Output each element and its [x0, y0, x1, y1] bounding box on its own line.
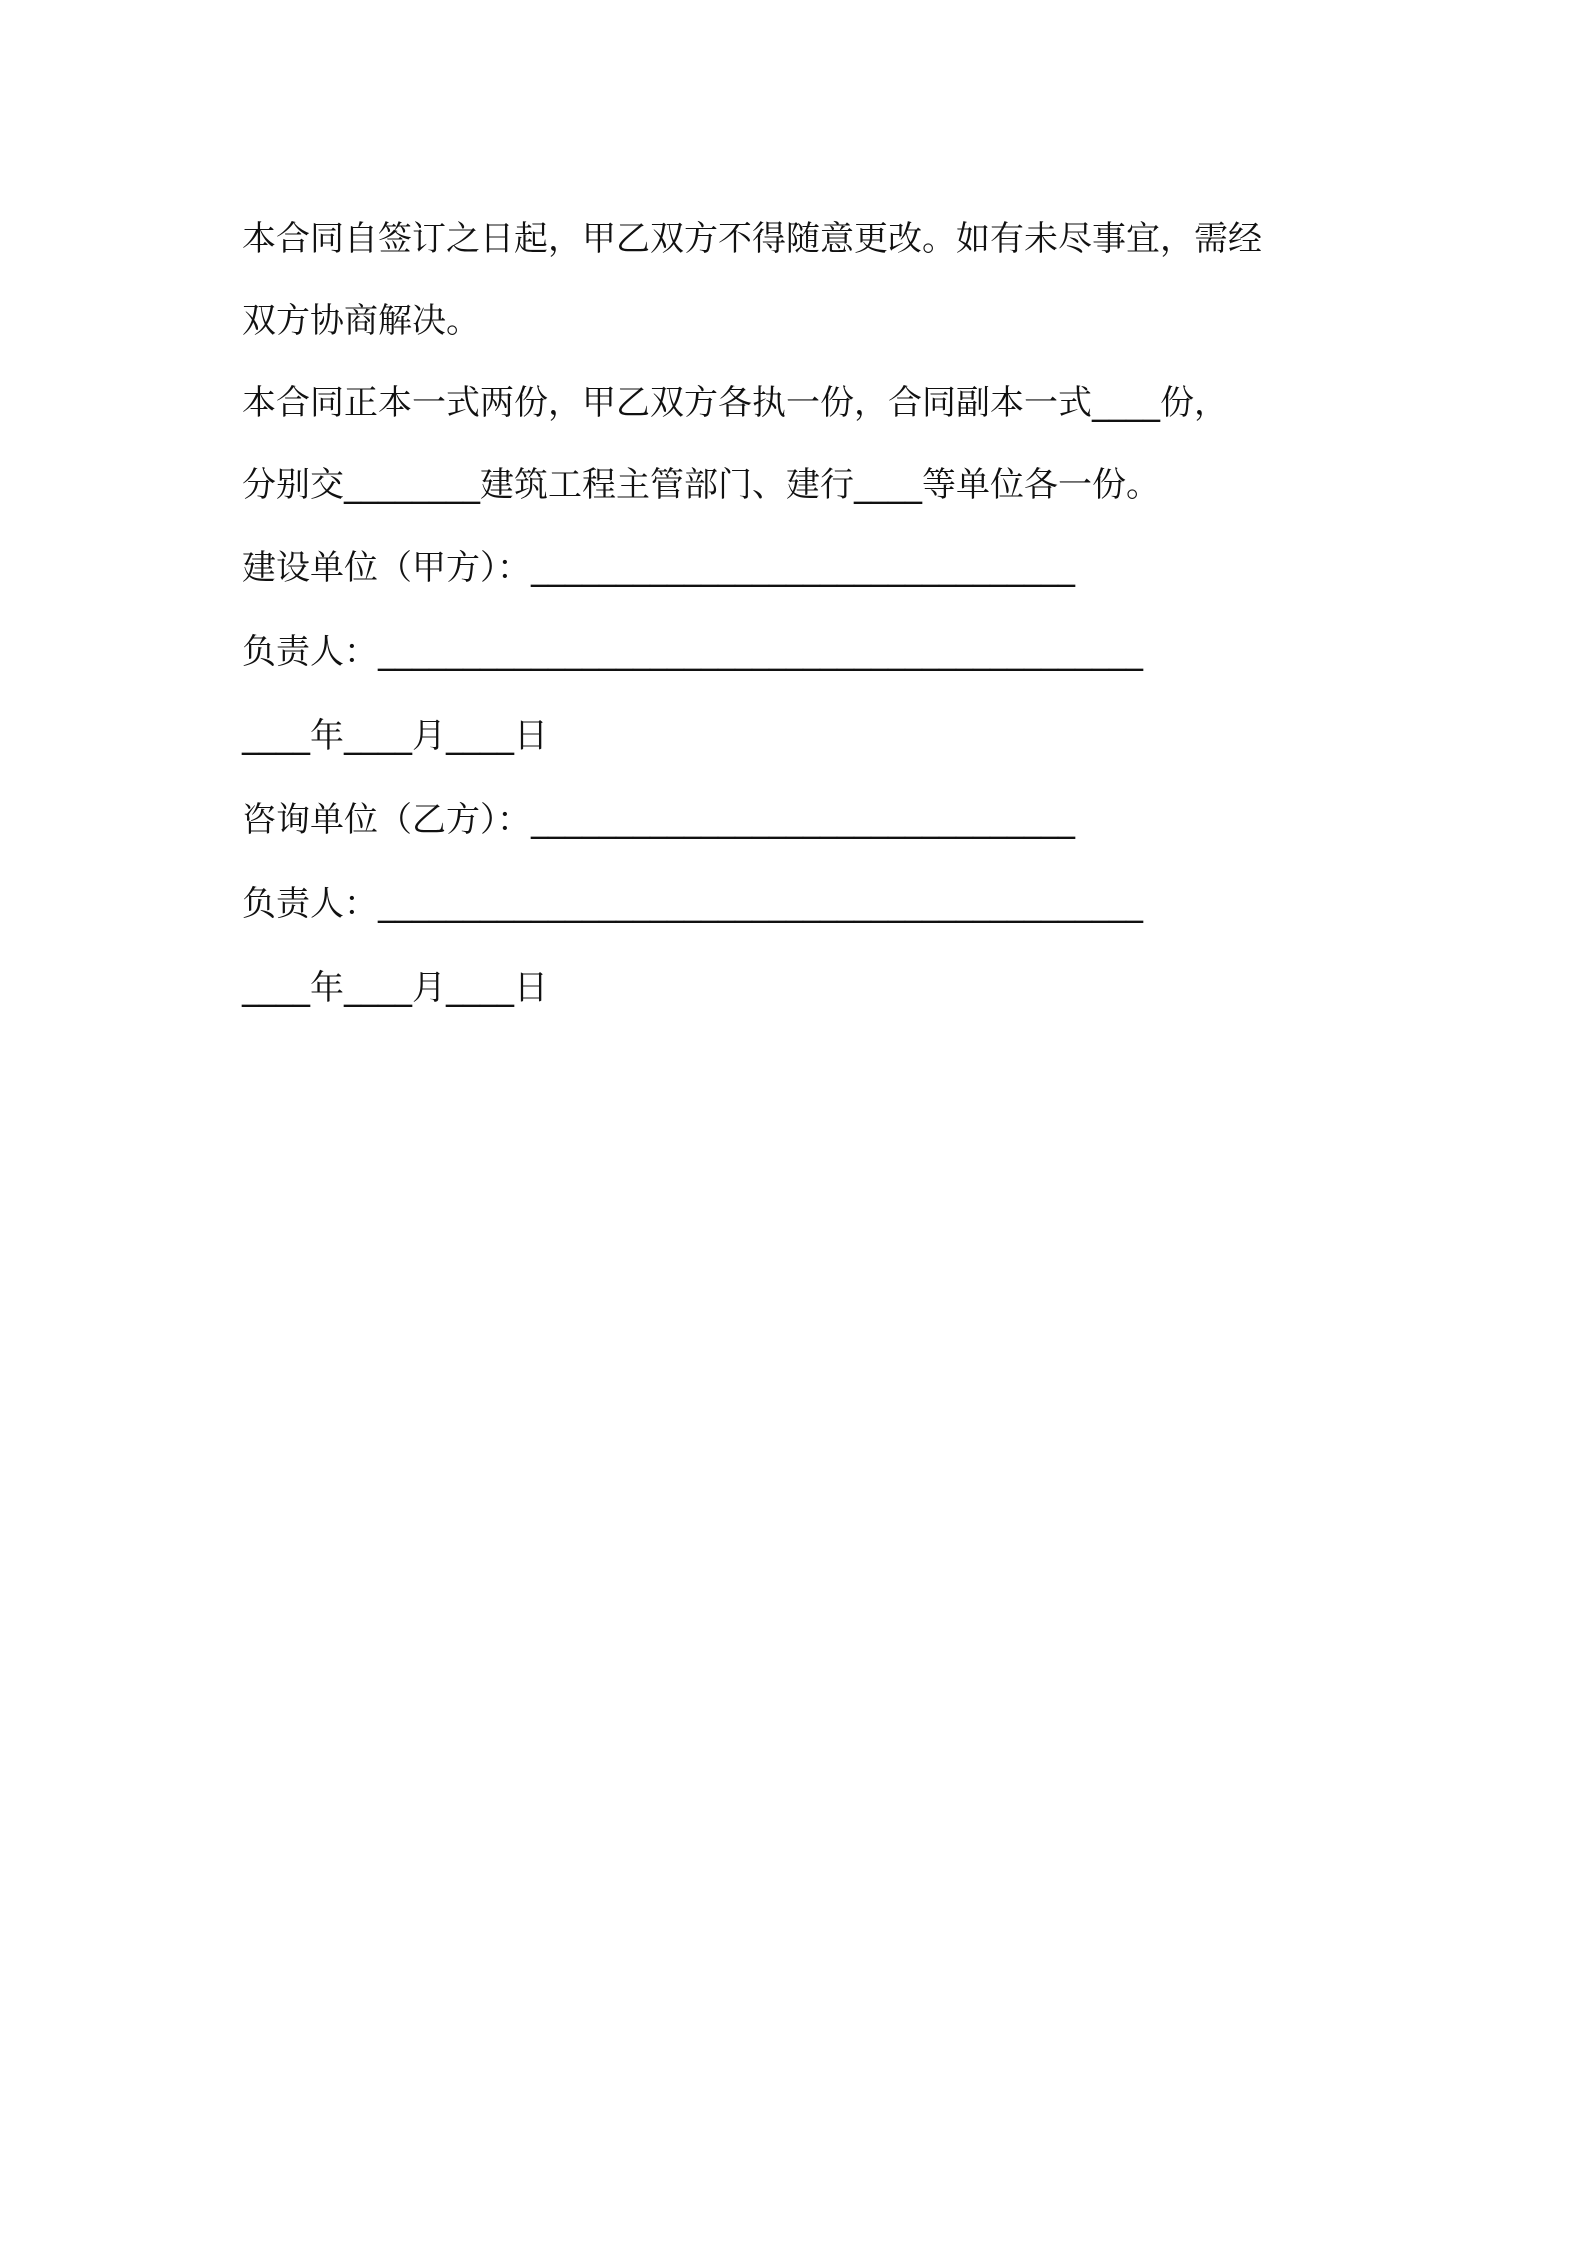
clause-copies-line-1: 本合同正本一式两份，甲乙双方各执一份，合同副本一式____份，	[242, 383, 1228, 423]
party-b-unit-label: 咨询单位（乙方）：	[242, 800, 531, 840]
party-a-unit-row	[242, 526, 1362, 610]
clause-copies-line-2: 分别交________建筑工程主管部门、建行____等单位各一份。	[242, 465, 1160, 505]
party-b-date: ____年____月____日	[242, 968, 548, 1008]
party-b-person-blank: _____________________________________________	[378, 884, 1143, 924]
party-a-unit-label: 建设单位（甲方）：	[242, 548, 531, 588]
clause-amendment-line-1: 本合同自签订之日起，甲乙双方不得随意更改。如有未尽事宜，需经	[242, 219, 1262, 259]
document-body	[242, 198, 1362, 1030]
party-b-person-label: 负责人：	[242, 884, 378, 924]
party-a-date: ____年____月____日	[242, 716, 548, 756]
party-b-person-row	[242, 862, 1362, 946]
party-a-person-row	[242, 610, 1362, 694]
party-b-unit-blank: ________________________________	[531, 800, 1075, 840]
party-a-unit-blank: ________________________________	[531, 548, 1075, 588]
clause-amendment-line-2: 双方协商解决。	[242, 301, 480, 341]
party-b-unit-row	[242, 778, 1362, 862]
party-a-person-blank: _____________________________________________	[378, 632, 1143, 672]
party-a-person-label: 负责人：	[242, 632, 378, 672]
